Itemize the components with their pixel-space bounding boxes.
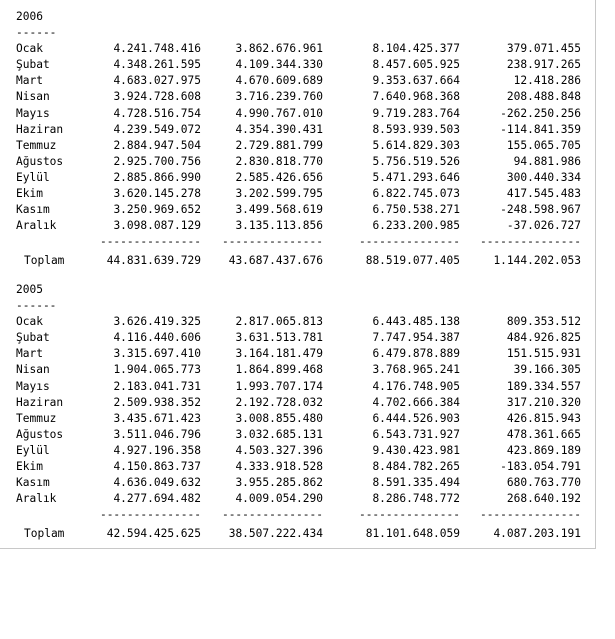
- month-label: Mart: [16, 347, 43, 361]
- value-col-2: 4.990.767.010: [235, 106, 323, 120]
- table-row: [16, 330, 581, 346]
- value-col-2: 3.499.568.619: [235, 203, 323, 217]
- dashes-col-2: ---------------: [221, 508, 323, 522]
- value-col-3: 6.444.526.903: [372, 411, 460, 425]
- value-col-3: 6.750.538.271: [372, 203, 460, 217]
- value-col-3: 6.443.485.138: [372, 315, 460, 329]
- value-col-3: 5.756.519.526: [372, 154, 460, 168]
- month-rows: [16, 41, 581, 234]
- value-col-4: 423.869.189: [506, 443, 581, 457]
- month-label: Ekim: [16, 187, 43, 201]
- month-label: Ağustos: [16, 154, 64, 168]
- table-row: [16, 170, 581, 186]
- value-col-3: 6.543.731.927: [372, 427, 460, 441]
- table-row: [16, 218, 581, 234]
- value-col-1: 4.636.049.632: [113, 476, 201, 490]
- table-row: [16, 138, 581, 154]
- value-col-4: 809.353.512: [506, 315, 581, 329]
- value-col-2: 2.192.728.032: [235, 395, 323, 409]
- table-row: [16, 379, 581, 395]
- value-col-2: 2.817.065.813: [235, 315, 323, 329]
- month-label: Haziran: [16, 395, 64, 409]
- total-col-2: 38.507.222.434: [228, 527, 323, 541]
- month-label: Mayıs: [16, 379, 50, 393]
- total-row: [16, 526, 581, 542]
- total-col-1: 42.594.425.625: [106, 527, 201, 541]
- value-col-2: 3.164.181.479: [235, 347, 323, 361]
- year-heading: 2005: [16, 283, 43, 296]
- month-label: Temmuz: [16, 411, 57, 425]
- year-section-2006: [16, 9, 581, 270]
- year-section-2005: [16, 282, 581, 543]
- value-col-1: 3.626.419.325: [113, 315, 201, 329]
- dashes-col-4: ---------------: [479, 508, 581, 522]
- value-col-4: 151.515.931: [506, 347, 581, 361]
- value-col-1: 3.924.728.608: [113, 90, 201, 104]
- month-label: Şubat: [16, 58, 50, 72]
- value-col-2: 4.670.609.689: [235, 74, 323, 88]
- value-col-3: 5.471.293.646: [372, 170, 460, 184]
- value-col-2: 3.716.239.760: [235, 90, 323, 104]
- value-col-2: 1.864.899.468: [235, 363, 323, 377]
- value-col-4: 300.440.334: [506, 170, 581, 184]
- value-col-4: -37.026.727: [506, 219, 581, 233]
- month-label: Şubat: [16, 331, 50, 345]
- month-label: Mayıs: [16, 106, 50, 120]
- table-row: [16, 395, 581, 411]
- value-col-2: 3.862.676.961: [235, 42, 323, 56]
- value-col-4: 189.334.557: [506, 379, 581, 393]
- month-label: Haziran: [16, 122, 64, 136]
- total-col-2: 43.687.437.676: [228, 254, 323, 268]
- value-col-3: 9.719.283.764: [372, 106, 460, 120]
- total-label: Toplam: [24, 254, 65, 268]
- dash-row: [16, 234, 581, 250]
- value-col-4: 478.361.665: [506, 427, 581, 441]
- total-row: [16, 253, 581, 269]
- table-row: [16, 443, 581, 459]
- value-col-4: -262.250.256: [500, 106, 581, 120]
- value-col-4: 426.815.943: [506, 411, 581, 425]
- value-col-1: 4.150.863.737: [113, 460, 201, 474]
- value-col-1: 3.250.969.652: [113, 203, 201, 217]
- month-label: Kasım: [16, 203, 50, 217]
- month-label: Aralık: [16, 219, 57, 233]
- value-col-3: 9.353.637.664: [372, 74, 460, 88]
- dashes-col-3: ---------------: [358, 235, 460, 249]
- table-row: [16, 89, 581, 105]
- dashes-col-4: ---------------: [479, 235, 581, 249]
- month-label: Eylül: [16, 170, 50, 184]
- value-col-4: 484.926.825: [506, 331, 581, 345]
- value-col-4: -248.598.967: [500, 203, 581, 217]
- value-col-1: 3.435.671.423: [113, 411, 201, 425]
- value-col-2: 4.333.918.528: [235, 460, 323, 474]
- value-col-3: 6.479.878.889: [372, 347, 460, 361]
- value-col-3: 6.233.200.985: [372, 219, 460, 233]
- value-col-3: 8.104.425.377: [372, 42, 460, 56]
- value-col-3: 7.640.968.368: [372, 90, 460, 104]
- total-col-4: 1.144.202.053: [493, 254, 581, 268]
- month-label: Mart: [16, 74, 43, 88]
- value-col-1: 4.927.196.358: [113, 443, 201, 457]
- table-row: [16, 154, 581, 170]
- value-col-1: 3.511.046.796: [113, 427, 201, 441]
- value-col-3: 8.484.782.265: [372, 460, 460, 474]
- value-col-2: 3.202.599.795: [235, 187, 323, 201]
- value-col-1: 3.620.145.278: [113, 187, 201, 201]
- value-col-2: 4.503.327.396: [235, 443, 323, 457]
- value-col-2: 1.993.707.174: [235, 379, 323, 393]
- value-col-4: 238.917.265: [506, 58, 581, 72]
- value-col-1: 4.348.261.595: [113, 58, 201, 72]
- table-row: [16, 73, 581, 89]
- value-col-3: 8.591.335.494: [372, 476, 460, 490]
- value-col-2: 4.009.054.290: [235, 492, 323, 506]
- total-col-1: 44.831.639.729: [106, 254, 201, 268]
- value-col-4: 268.640.192: [506, 492, 581, 506]
- month-label: Nisan: [16, 363, 50, 377]
- value-col-2: 3.032.685.131: [235, 427, 323, 441]
- table-row: [16, 122, 581, 138]
- table-row: [16, 411, 581, 427]
- total-col-4: 4.087.203.191: [493, 527, 581, 541]
- value-col-1: 4.728.516.754: [113, 106, 201, 120]
- month-label: Aralık: [16, 492, 57, 506]
- value-col-2: 3.955.285.862: [235, 476, 323, 490]
- value-col-4: 94.881.986: [513, 154, 581, 168]
- value-col-4: -114.841.359: [500, 122, 581, 136]
- month-label: Eylül: [16, 443, 50, 457]
- month-rows: [16, 314, 581, 507]
- month-label: Kasım: [16, 476, 50, 490]
- table-row: [16, 41, 581, 57]
- month-label: Temmuz: [16, 138, 57, 152]
- value-col-4: 208.488.848: [506, 90, 581, 104]
- table-row: [16, 475, 581, 491]
- value-col-1: 4.239.549.072: [113, 122, 201, 136]
- value-col-1: 4.683.027.975: [113, 74, 201, 88]
- dashes-col-1: ---------------: [99, 235, 201, 249]
- value-col-2: 3.135.113.856: [235, 219, 323, 233]
- table-row: [16, 346, 581, 362]
- year-underline: ------: [16, 299, 57, 313]
- value-col-1: 1.904.065.773: [113, 363, 201, 377]
- table-row: [16, 491, 581, 507]
- value-col-4: 12.418.286: [513, 74, 581, 88]
- table-row: [16, 459, 581, 475]
- year-heading: 2006: [16, 10, 43, 23]
- value-col-3: 4.702.666.384: [372, 395, 460, 409]
- value-col-4: 417.545.483: [506, 187, 581, 201]
- value-col-1: 2.885.866.990: [113, 170, 201, 184]
- value-col-1: 2.183.041.731: [113, 379, 201, 393]
- value-col-4: 155.065.705: [506, 138, 581, 152]
- value-col-3: 5.614.829.303: [372, 138, 460, 152]
- table-row: [16, 106, 581, 122]
- value-col-2: 2.830.818.770: [235, 154, 323, 168]
- value-col-4: 317.210.320: [506, 395, 581, 409]
- month-label: Ağustos: [16, 427, 64, 441]
- table-row: [16, 202, 581, 218]
- value-col-4: 379.071.455: [506, 42, 581, 56]
- value-col-3: 9.430.423.981: [372, 443, 460, 457]
- value-col-1: 3.098.087.129: [113, 219, 201, 233]
- total-col-3: 88.519.077.405: [365, 254, 460, 268]
- value-col-1: 4.241.748.416: [113, 42, 201, 56]
- value-col-3: 8.593.939.503: [372, 122, 460, 136]
- dashes-col-2: ---------------: [221, 235, 323, 249]
- value-col-4: -183.054.791: [500, 460, 581, 474]
- value-col-2: 3.631.513.781: [235, 331, 323, 345]
- month-label: Ocak: [16, 315, 43, 329]
- dashes-col-3: ---------------: [358, 508, 460, 522]
- value-col-3: 3.768.965.241: [372, 363, 460, 377]
- value-col-3: 8.286.748.772: [372, 492, 460, 506]
- value-col-4: 39.166.305: [513, 363, 581, 377]
- value-col-1: 2.884.947.504: [113, 138, 201, 152]
- total-col-3: 81.101.648.059: [365, 527, 460, 541]
- value-col-2: 3.008.855.480: [235, 411, 323, 425]
- value-col-3: 6.822.745.073: [372, 187, 460, 201]
- table-row: [16, 362, 581, 378]
- month-label: Nisan: [16, 90, 50, 104]
- table-row: [16, 186, 581, 202]
- table-row: [16, 314, 581, 330]
- total-label: Toplam: [24, 527, 65, 541]
- value-col-2: 2.585.426.656: [235, 170, 323, 184]
- value-col-1: 2.509.938.352: [113, 395, 201, 409]
- value-col-2: 2.729.881.799: [235, 138, 323, 152]
- value-col-3: 8.457.605.925: [372, 58, 460, 72]
- table-row: [16, 57, 581, 73]
- value-col-3: 7.747.954.387: [372, 331, 460, 345]
- month-label: Ocak: [16, 42, 43, 56]
- month-label: Ekim: [16, 460, 43, 474]
- year-underline: ------: [16, 26, 57, 40]
- value-col-3: 4.176.748.905: [372, 379, 460, 393]
- value-col-4: 680.763.770: [506, 476, 581, 490]
- dashes-col-1: ---------------: [99, 508, 201, 522]
- value-col-2: 4.109.344.330: [235, 58, 323, 72]
- scroll-gutter: [596, 0, 615, 551]
- value-col-2: 4.354.390.431: [235, 122, 323, 136]
- value-col-1: 3.315.697.410: [113, 347, 201, 361]
- dash-row: [16, 507, 581, 523]
- value-col-1: 2.925.700.756: [113, 154, 201, 168]
- value-col-1: 4.116.440.606: [113, 331, 201, 345]
- value-col-1: 4.277.694.482: [113, 492, 201, 506]
- table-row: [16, 427, 581, 443]
